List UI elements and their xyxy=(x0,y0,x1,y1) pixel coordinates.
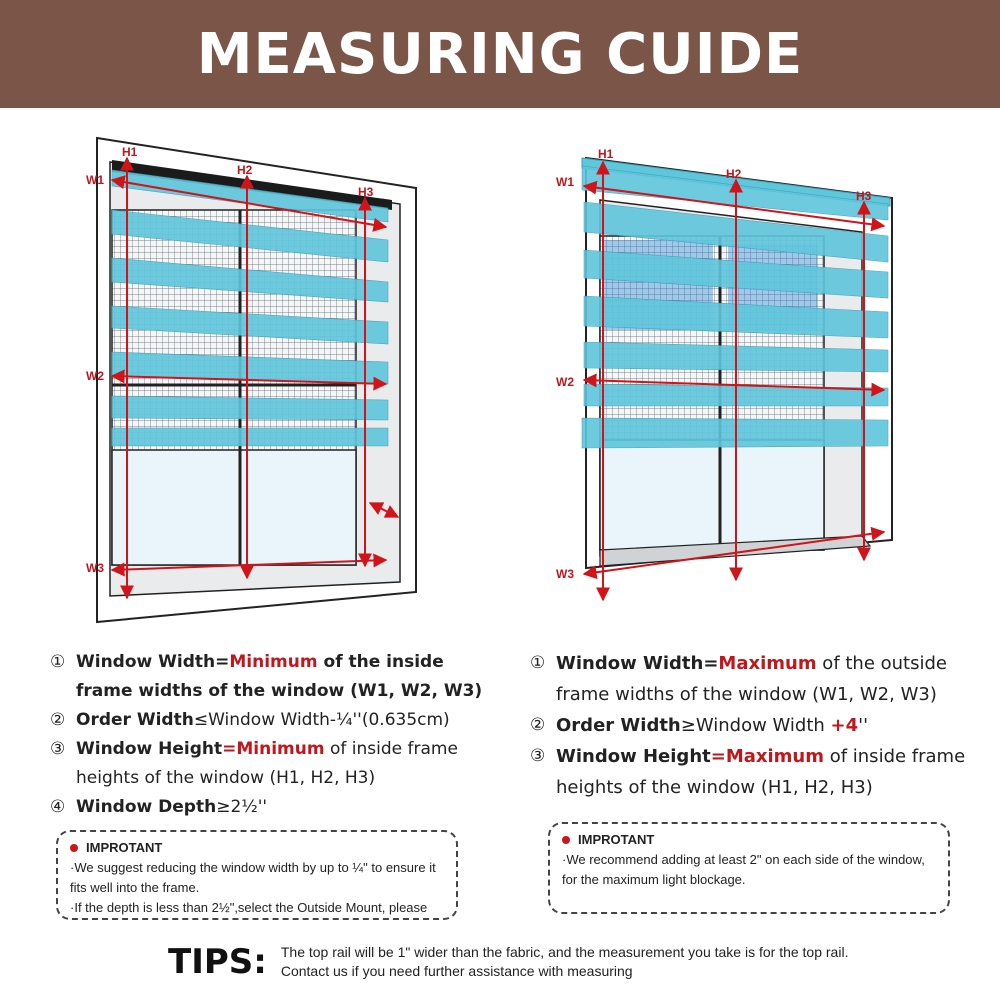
title-banner xyxy=(0,0,1000,108)
tips-section xyxy=(168,942,848,982)
inside-item-1: ① Window Width=Minimum of the inside frame widths of the window (W1, W2, W3) xyxy=(50,652,483,701)
tips-label: TIPS: xyxy=(168,942,267,982)
tips-line-2: Contact us if you need further assistance with measuring xyxy=(280,963,633,979)
label-h1: H1 xyxy=(122,145,138,159)
page-title: MEASURING CUIDE xyxy=(196,21,804,87)
inside-item-3: ③ Window Height=Minimum of inside frame heights of the window (H1, H2, H3) xyxy=(50,739,458,788)
inside-mount-instructions xyxy=(50,648,490,822)
label-w3: W3 xyxy=(86,561,104,575)
outside-item-1: ① Window Width=Maximum of the outside frame widths of the window (W1, W2, W3) xyxy=(530,653,947,705)
bullet-icon xyxy=(562,836,570,844)
label-h2: H2 xyxy=(237,163,253,177)
inside-item-4: ④ Window Depth≥2½'' xyxy=(50,797,268,817)
outside-mount-diagram xyxy=(556,147,892,600)
label-w3-outside: W3 xyxy=(556,567,574,581)
inside-item-2: ② Order Width≤Window Width-¼''(0.635cm) xyxy=(50,710,450,730)
outside-item-2: ② Order Width≥Window Width +4'' xyxy=(530,715,869,736)
tips-line-1: The top rail will be 1" wider than the fabric, and the measurement you take is for the top rail. xyxy=(280,944,849,960)
label-h3-outside: H3 xyxy=(856,189,872,203)
label-w1: W1 xyxy=(86,173,104,187)
label-w1-outside: W1 xyxy=(556,175,574,189)
inside-mount-diagram xyxy=(86,138,416,622)
label-h2-outside: H2 xyxy=(726,167,742,181)
window-diagrams xyxy=(0,108,1000,628)
bullet-icon xyxy=(70,844,78,852)
inside-important-note: IMPROTANT ·We suggest reducing the window width by up to ¼" to ensure it fits well into the frame. ·If the depth is less than 2½",select the Outside Mount, please xyxy=(56,830,458,920)
label-w2-outside: W2 xyxy=(556,375,574,389)
label-w2: W2 xyxy=(86,369,104,383)
label-h1-outside: H1 xyxy=(598,147,614,161)
outside-mount-instructions xyxy=(530,648,970,803)
label-h3: H3 xyxy=(358,185,374,199)
outside-important-note: IMPROTANT ·We recommend adding at least 2" on each side of the window, for the maximum light blockage. xyxy=(548,822,950,914)
outside-item-3: ③ Window Height=Maximum of inside frame heights of the window (H1, H2, H3) xyxy=(530,746,966,798)
